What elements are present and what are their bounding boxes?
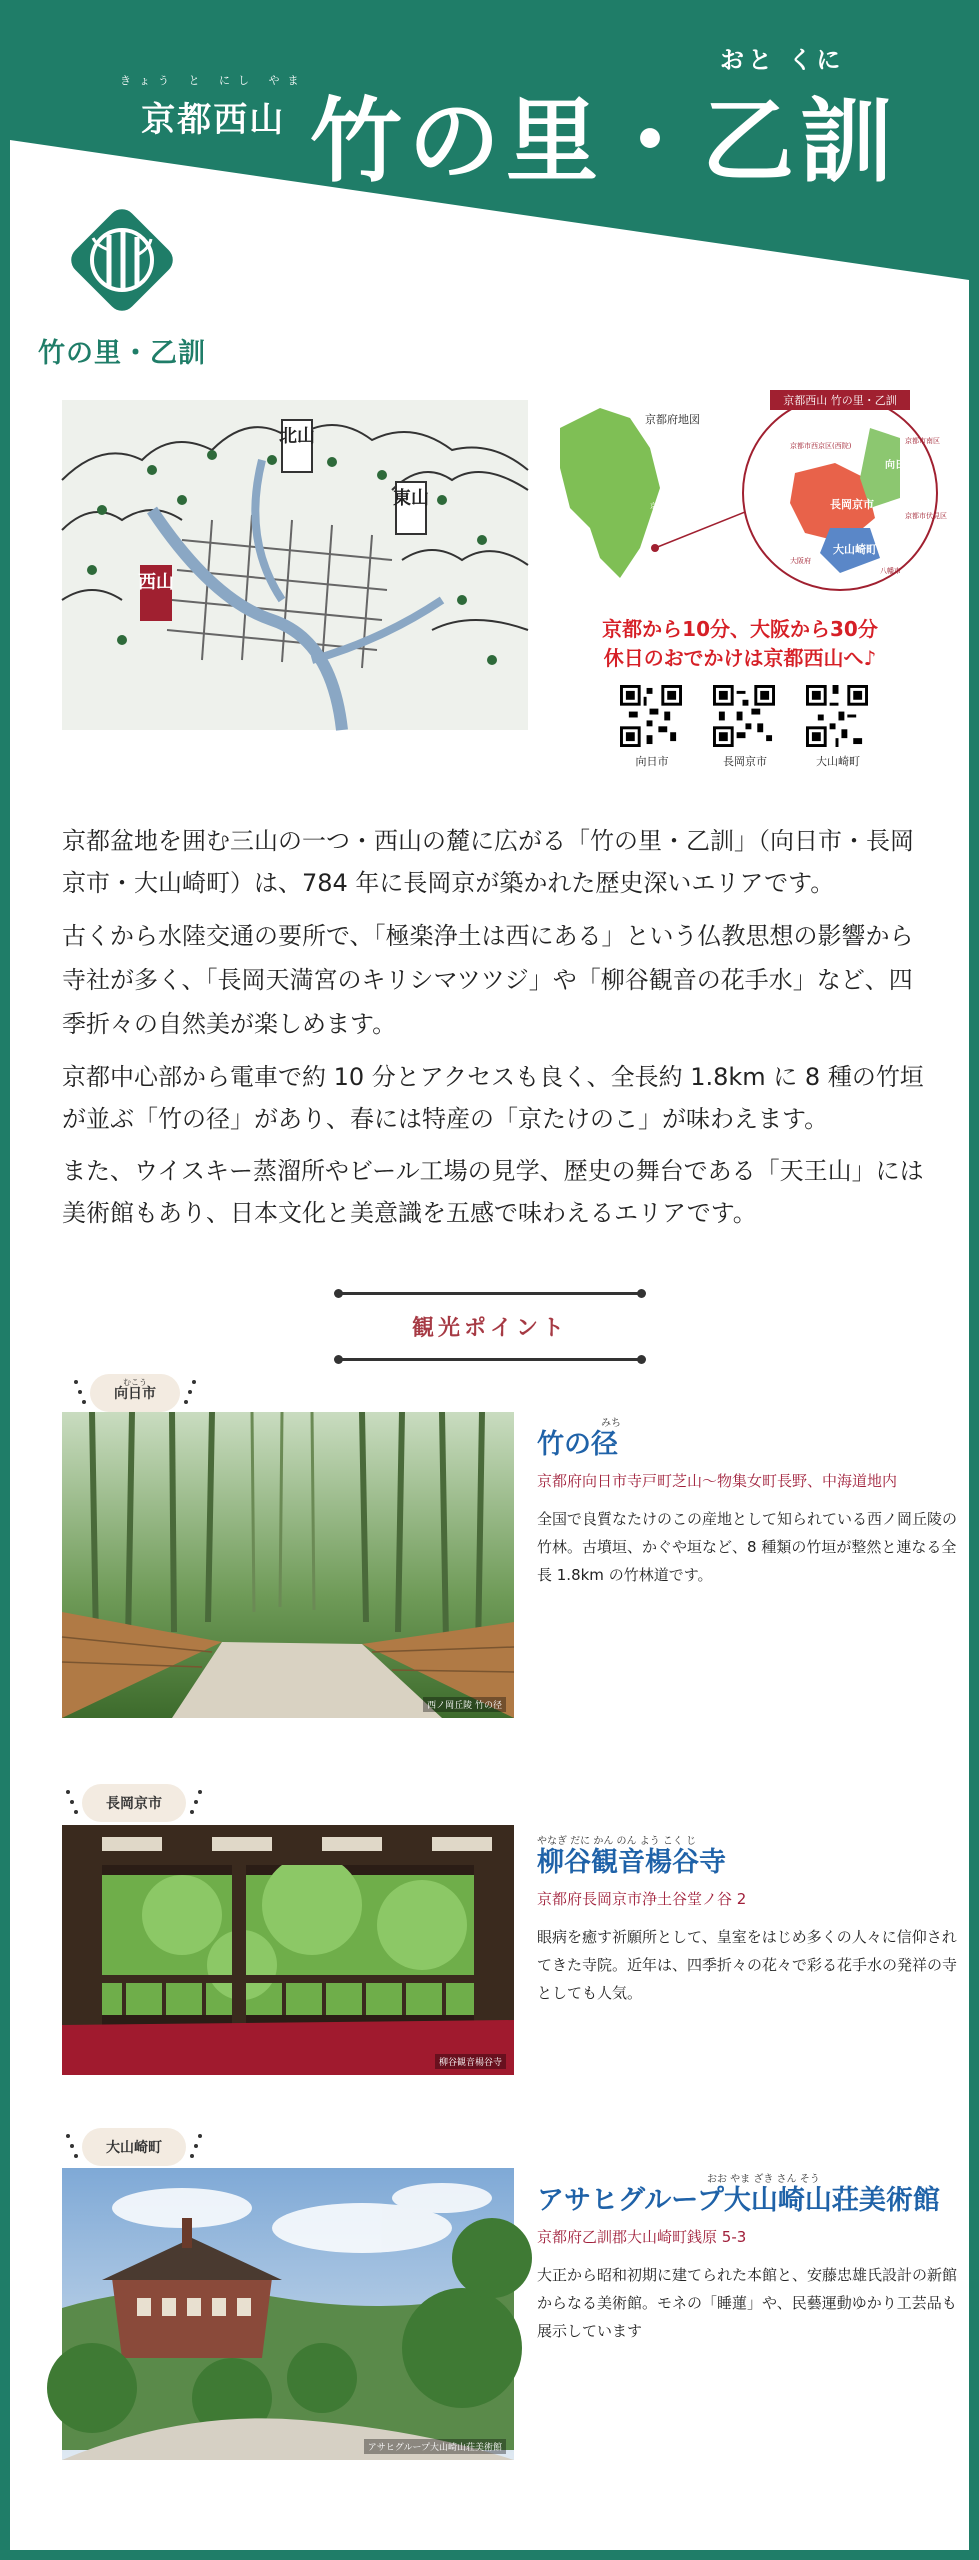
qr-label: 大山崎町 — [816, 755, 860, 768]
kyoto-map-label-muko: 向日市 — [885, 460, 915, 471]
badge-label: 大山崎町 — [106, 2140, 162, 2156]
spot-name: 柳谷観音楊谷寺 — [537, 1847, 726, 1878]
subtitle-ruby: きょう と にし やま — [120, 74, 307, 87]
bamboo-logo-icon — [57, 195, 187, 325]
intro-paragraph: 古くから水陸交通の要所で、「極楽浄土は西にある」という仏教思想の影響から寺社が多く、「長岡天満宮のキリシマツツジ」や「柳谷観音の花手水」など、四季折々の自然美が楽しめます。 — [62, 922, 914, 1038]
badge-ruby: むこう — [123, 1378, 147, 1387]
poster — [10, 10, 969, 2550]
intro-text — [62, 820, 932, 1244]
tagline — [540, 615, 940, 673]
section-divider — [340, 1292, 640, 1295]
photo-caption: 柳谷観音楊谷寺 — [435, 2054, 506, 2069]
tagline-line-2: 休日のおでかけは京都西山へ♪ — [603, 646, 877, 670]
kyoto-map-label-osaka: 大阪府 — [790, 557, 811, 565]
brand-subtitle — [120, 72, 307, 141]
label-higashiyama: 東山 — [393, 488, 429, 509]
kyoto-map-label-minami: 京都市南区 — [905, 437, 940, 445]
area-badge-oyamazaki — [62, 2126, 206, 2168]
page-title: 竹の里・乙訓 — [310, 88, 899, 195]
qr-label: 長岡京市 — [723, 755, 767, 768]
spot-oyamazaki-museum — [537, 2170, 957, 2345]
dots-left-icon — [62, 2126, 82, 2168]
qr-oyamazaki[interactable] — [806, 685, 870, 769]
spot-description: 全国で良質なたけのこの産地として知られている西ノ岡丘陵の竹林。古墳垣、かぐや垣など、8 種類の竹垣が整然と連なる全長 1.8km の竹林道です。 — [537, 1510, 958, 1584]
photo-bamboo-path — [62, 1412, 514, 1718]
area-badge-pill — [82, 2128, 186, 2166]
badge-label: 長岡京市 — [106, 1796, 162, 1812]
kyoto-prefecture-map — [540, 388, 947, 598]
kyoto-map-label-yawata: 八幡市 — [880, 567, 901, 575]
area-badge-muko — [70, 1372, 200, 1414]
spot-name: 竹の径 — [537, 1429, 618, 1460]
intro-paragraph: 京都盆地を囲む三山の一つ・西山の麓に広がる「竹の里・乙訓」（向日市・長岡京市・大山崎町）は、784 年に長岡京が築かれた歴史深いエリアです。 — [62, 827, 914, 897]
qr-muko[interactable] — [620, 685, 684, 769]
qr-code-icon[interactable] — [806, 685, 868, 747]
dots-left-icon — [62, 1782, 82, 1824]
dots-left-icon — [70, 1372, 90, 1414]
intro-paragraph: また、ウイスキー蒸溜所やビール工場の見学、歴史の舞台である「天王山」には美術館もあり、日本文化と美意識を五感で味わえるエリアです。 — [62, 1157, 924, 1227]
photo-caption: 西ノ岡丘陵 竹の径 — [423, 1697, 506, 1712]
spot-name-ruby: みち — [601, 1418, 621, 1429]
spot-address: 京都府乙訓郡大山崎町銭原 5-3 — [537, 2228, 747, 2246]
badge-label: 向日市 — [114, 1386, 156, 1402]
spot-description: 大正から昭和初期に建てられた本館と、安藤忠雄氏設計の新館からなる美術館。モネの「睡蓮」や、民藝運動ゆかり工芸品も展示しています — [537, 2266, 958, 2340]
section-divider — [340, 1358, 640, 1361]
title-ruby: おと くに — [720, 46, 845, 74]
label-kitayama: 北山 — [279, 426, 315, 447]
dots-right-icon — [180, 1372, 200, 1414]
tagline-line-1: 京都から10分、大阪から30分 — [602, 617, 878, 641]
spot-address: 京都府向日市寺戸町芝山～物集女町長野、中海道地内 — [537, 1472, 898, 1490]
kyoto-map-label-oyamazaki: 大山崎町 — [833, 543, 877, 556]
qr-code-icon[interactable] — [620, 685, 682, 747]
photo-oyamazaki-villa — [62, 2168, 514, 2460]
section-title — [335, 1292, 645, 1361]
kyoto-map-label-fushimi: 京都市伏見区 — [905, 512, 947, 520]
qr-code-row — [620, 685, 870, 769]
kyoto-map-banner: 京都西山 竹の里・乙訓 — [783, 394, 897, 407]
kyoto-map-title: 京都府地図 — [645, 413, 700, 426]
spot-name-ruby: おお やま ざき さん そう — [707, 2174, 820, 2185]
area-badge-pill — [82, 1784, 186, 1822]
photo-caption: アサヒグループ大山崎山荘美術館 — [364, 2439, 506, 2454]
kyoto-map-label-nagaokakyo: 長岡京市 — [830, 498, 874, 511]
logo-text: 竹の里・乙訓 — [38, 338, 206, 369]
logo — [32, 195, 212, 370]
kyoto-map-label-kyoto: 京都市 — [650, 502, 671, 510]
spot-name: アサヒグループ大山崎山荘美術館 — [537, 2185, 940, 2216]
spot-yanagidani — [537, 1832, 957, 2007]
subtitle-text: 京都西山 — [141, 100, 286, 140]
qr-nagaokakyo[interactable] — [713, 685, 777, 769]
label-nishiyama: 西山 — [138, 572, 174, 593]
spot-description: 眼病を癒す祈願所として、皇室をはじめ多くの人々に信仰されてきた寺院。近年は、四季折々の花々で彩る花手水の発祥の寺としても人気。 — [537, 1928, 958, 2002]
kyoto-map-label-nishikyo: 京都市西京区(西院) — [790, 442, 852, 450]
qr-code-icon[interactable] — [713, 685, 775, 747]
dots-right-icon — [186, 2126, 206, 2168]
spot-name-ruby: やなぎ だに かん のん よう こく じ — [537, 1836, 697, 1847]
area-badge-nagaokakyo — [62, 1782, 206, 1824]
section-title-text: 観光ポイント — [411, 1316, 568, 1341]
photo-yanagidani-temple — [62, 1825, 514, 2075]
intro-paragraph: 京都中心部から電車で約 10 分とアクセスも良く、全長約 1.8km に 8 種の竹垣が並ぶ「竹の径」があり、春には特産の「京たけのこ」が味わえます。 — [62, 1063, 924, 1133]
spot-takenomichi — [537, 1414, 957, 1589]
qr-label: 向日市 — [635, 755, 669, 768]
area-badge-pill — [90, 1374, 180, 1412]
mountain-illustration — [62, 400, 528, 730]
spot-address: 京都府長岡京市浄土谷堂ノ谷 2 — [537, 1890, 747, 1908]
dots-right-icon — [186, 1782, 206, 1824]
